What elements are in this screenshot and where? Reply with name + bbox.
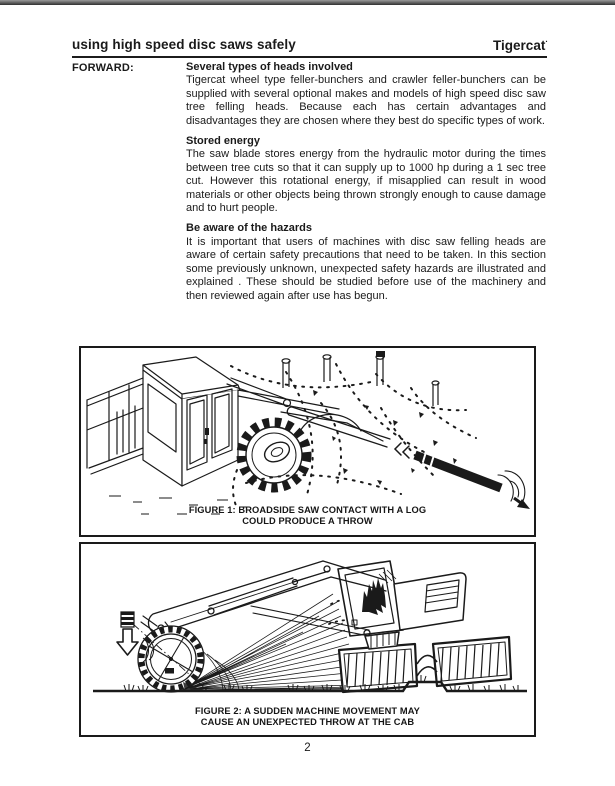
page-number: 2 xyxy=(304,742,311,754)
section-heading: Several types of heads involved xyxy=(186,61,353,73)
figure-2 xyxy=(79,542,536,737)
body-text-column xyxy=(186,61,546,310)
machine-body xyxy=(338,561,466,649)
figure-1-caption xyxy=(81,505,534,528)
thrown-log xyxy=(287,407,525,503)
scan-edge-bar xyxy=(0,0,615,5)
section-paragraph: The saw blade stores energy from the hydraulic motor during the times between tree cuts so that it can supply up to 1000 hp during a 1 sec tree cut. However this rotational energy, if misapplied can result in wood materials or other objects being thrown strongly enough to cause damage and to hurt people. xyxy=(186,148,546,215)
section-heads-involved xyxy=(186,61,546,128)
crawler-tracks xyxy=(339,637,511,692)
figure-2-caption-line2: CAUSE AN UNEXPECTED THROW AT THE CAB xyxy=(200,717,415,728)
feller-buncher-wheel xyxy=(241,422,307,488)
standing-tree-stems xyxy=(282,351,439,406)
section-paragraph: It is important that users of machines with disc saw felling heads are aware of certain safety precautions that need to be taken. In this section some previously unknown, unexpected safety hazards are illustrated and explained . These should be studied before use of the machinery and then reviewed again after use has begun. xyxy=(186,235,546,302)
page-title: using high speed disc saws safely xyxy=(72,37,296,52)
brand-logo xyxy=(493,37,548,53)
figure-2-caption-line1: FIGURE 2: A SUDDEN MACHINE MOVEMENT MAY xyxy=(195,705,420,716)
section-paragraph: Tigercat wheel type feller-bunchers and crawler feller-bunchers can be supplied with several optional makes and models of high speed disc saw tree felling heads. Because each has certain advantages and disadvantages they are chosen where they best do specific types of work. xyxy=(186,74,546,127)
feller-buncher-deck-rails xyxy=(87,378,143,474)
disc-saw-head xyxy=(133,624,215,692)
brand-trademark-dot: · xyxy=(545,37,548,46)
figure-2-caption xyxy=(81,706,534,729)
section-stored-energy xyxy=(186,135,546,215)
section-heading: Stored energy xyxy=(186,135,260,148)
figure-1-caption-line1: FIGURE 1: BROADSIDE SAW CONTACT WITH A LOG xyxy=(188,504,427,515)
section-hazards xyxy=(186,222,546,302)
header-rule xyxy=(72,56,547,58)
feller-buncher-cab xyxy=(143,357,240,486)
forward-label: FORWARD: xyxy=(72,62,134,74)
brand-text: Tigercat xyxy=(493,38,546,53)
figure-1-caption-line2: COULD PRODUCE A THROW xyxy=(242,516,373,527)
figure-1 xyxy=(79,346,536,537)
section-heading: Be aware of the hazards xyxy=(186,222,312,235)
